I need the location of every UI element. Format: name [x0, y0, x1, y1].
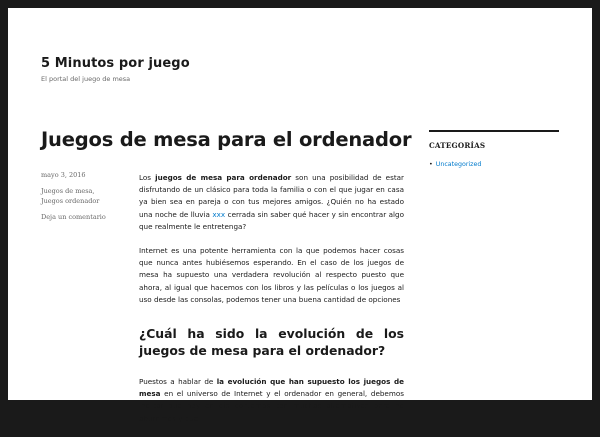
- paragraph-3: [139, 376, 404, 425]
- category-item-uncategorized[interactable]: • Uncategorized: [429, 161, 559, 168]
- paragraph-2: Internet es una potente herramienta con la que podemos hacer cosas que nunca antes hubiésemos esperando. En el caso de los juegos de mesa ha supuesto una verdadera revolución al respecto puesto que ahora, al igual que hacemos con los libros y las películas o los juegos al uso desde las consolas, podemos tener una buena cantidad de opciones: [139, 246, 404, 304]
- sidebar: [429, 130, 559, 168]
- post-date-link[interactable]: mayo 3, 2016: [41, 171, 86, 179]
- page: [8, 8, 592, 423]
- widget-title: CATEGORÍAS: [429, 141, 486, 150]
- post-category-link[interactable]: Juegos de mesa, Juegos ordenador: [41, 187, 100, 205]
- p3-after: en el universo de Internet y el ordenador en general, debemos indicar que hoy en día contamos con muchas alternativas para no aburrirnos y que: [139, 389, 404, 423]
- p1-after: cerrada sin saber qué hacer y sin encontrar algo que realmente le entretenga?: [139, 209, 404, 231]
- inline-link[interactable]: xxx: [212, 209, 226, 219]
- p1-bold: juegos de mesa para ordenador: [155, 173, 292, 182]
- post-meta: [41, 170, 113, 228]
- section-heading: ¿Cuál ha sido la evolución de los juegos de mesa para el ordenador?: [139, 326, 404, 359]
- p1-before: Los: [139, 173, 156, 182]
- widget-divider: [429, 130, 559, 132]
- post-content: [139, 172, 404, 437]
- paragraph-1: [139, 172, 404, 233]
- category-list: [429, 161, 559, 168]
- post-title[interactable]: Juegos de mesa para el ordenador: [41, 128, 412, 151]
- site-description: El portal del juego de mesa: [41, 75, 131, 83]
- comment-link[interactable]: Deja un comentario: [41, 213, 106, 221]
- p1-mid: son una posibilidad de estar disfrutando de un clásico para toda la familia o con el que jugar en casa ya bien sea en pareja o con tus mejores amigos. ¿Quién no ha estado una noche de lluvia: [139, 173, 405, 219]
- p3-before: Puestos a hablar de: [139, 377, 217, 387]
- p3-bold: la evolución que han supuesto los juegos de mesa: [139, 377, 405, 399]
- site-title[interactable]: 5 Minutos por juego: [41, 56, 190, 71]
